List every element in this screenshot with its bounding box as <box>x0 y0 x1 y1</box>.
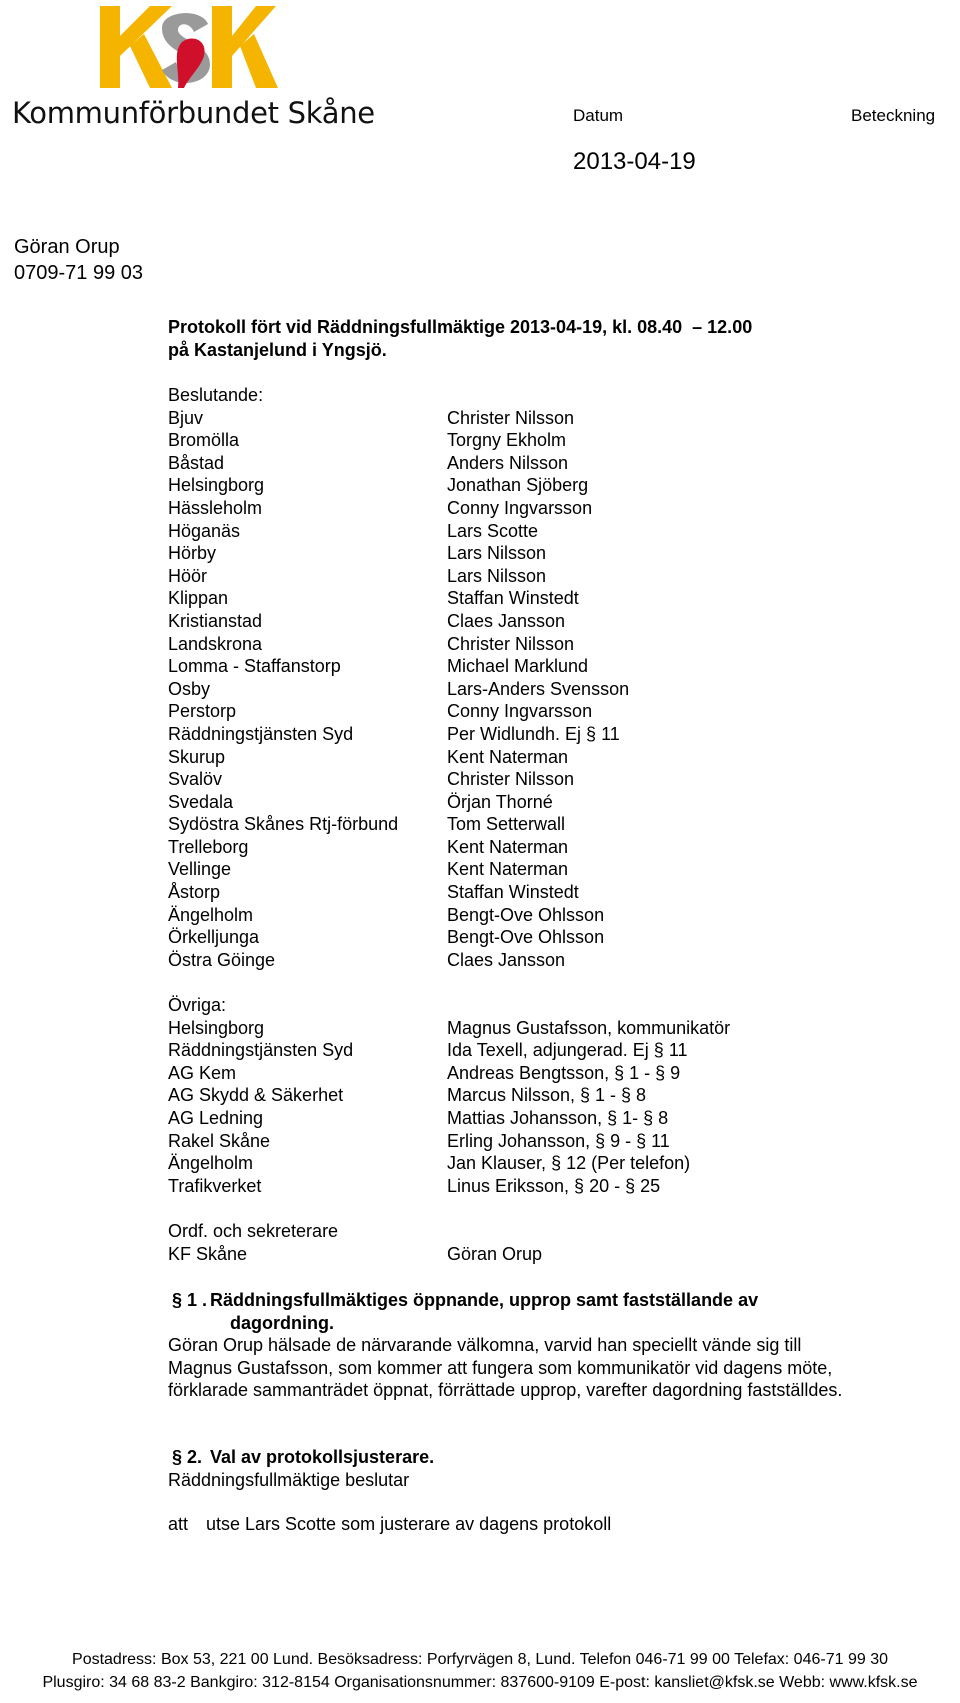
beslutande-organisation: Höganäs <box>168 520 241 541</box>
beslutande-row <box>168 429 928 452</box>
ovriga-organisation: AG Skydd & Säkerhet <box>168 1085 344 1106</box>
ovriga-row <box>168 1017 928 1040</box>
beslutande-list <box>168 407 928 972</box>
beslutande-organisation: Sydöstra Skånes Rtj-förbund <box>168 814 399 835</box>
beslutande-row <box>168 768 928 791</box>
ovriga-row <box>168 1039 928 1062</box>
beslutande-row <box>168 520 928 543</box>
contact-name: Göran Orup <box>14 236 120 258</box>
document-date: 2013-04-19 <box>573 148 696 175</box>
ovriga-row <box>168 1107 928 1130</box>
beslutande-organisation: Örkelljunga <box>168 927 260 948</box>
beslutande-person: Christer Nilsson <box>447 407 575 428</box>
beslutande-organisation: Lomma - Staffanstorp <box>168 656 341 677</box>
beslutande-row <box>168 542 928 565</box>
beslutande-organisation: Skurup <box>168 746 226 767</box>
beslutande-person: Kent Naterman <box>447 836 569 857</box>
title-line-1: Protokoll fört vid Räddningsfullmäktige 2013-04-19, kl. 08.40 – 12.00 <box>168 317 753 337</box>
beslutande-person: Claes Jansson <box>447 949 566 970</box>
beslutande-row <box>168 949 928 972</box>
beslutande-row <box>168 791 928 814</box>
beslutande-person: Per Widlundh. Ej § 11 <box>447 723 620 744</box>
ordf-line: Ordf. och sekreterare <box>168 1221 339 1241</box>
section-2-decision <box>168 1513 928 1536</box>
beslutande-organisation: Höör <box>168 565 208 586</box>
beslutande-organisation: Klippan <box>168 588 229 609</box>
beslutande-person: Bengt-Ove Ohlsson <box>447 904 605 925</box>
beslutande-organisation: Svedala <box>168 791 234 812</box>
beslutande-heading: Beslutande: <box>168 385 264 405</box>
beslutande-row <box>168 474 928 497</box>
beslutande-person: Staffan Winstedt <box>447 882 579 903</box>
beslutande-person: Örjan Thorné <box>447 791 553 812</box>
att-word: att <box>168 1514 189 1535</box>
ovriga-organisation: Ängelholm <box>168 1153 254 1174</box>
beslutande-organisation: Svalöv <box>168 769 223 790</box>
beslutande-person: Lars Nilsson <box>447 565 547 586</box>
beslutande-person: Kent Naterman <box>447 746 569 767</box>
ovriga-person: Mattias Johansson, § 1- § 8 <box>447 1107 669 1128</box>
beslutande-person: Lars Scotte <box>447 520 539 541</box>
section-1 <box>168 1289 928 1402</box>
section-2-body: Räddningsfullmäktige beslutar <box>168 1469 410 1490</box>
beslutande-organisation: Helsingborg <box>168 475 265 496</box>
beslutande-organisation: Åstorp <box>168 882 221 903</box>
beslutande-person: Staffan Winstedt <box>447 588 579 609</box>
beslutande-person: Conny Ingvarsson <box>447 497 593 518</box>
beslutande-row <box>168 452 928 475</box>
att-text: utse Lars Scotte som justerare av dagens protokoll <box>206 1514 612 1535</box>
beslutande-organisation: Bjuv <box>168 407 204 428</box>
beslutande-row <box>168 836 928 859</box>
beslutande-person: Conny Ingvarsson <box>447 701 593 722</box>
beslutande-row <box>168 610 928 633</box>
section-2-number: § 2. <box>172 1447 203 1467</box>
beslutande-row <box>168 746 928 769</box>
beslutande-person: Lars-Anders Svensson <box>447 678 630 699</box>
ovriga-organisation: AG Kem <box>168 1062 237 1083</box>
ovriga-section <box>168 994 928 1197</box>
ovriga-organisation: Rakel Skåne <box>168 1130 271 1151</box>
beslutande-row <box>168 926 928 949</box>
beslutande-row <box>168 655 928 678</box>
ordf-section <box>168 1220 928 1265</box>
ovriga-row <box>168 1152 928 1175</box>
beslutande-row <box>168 633 928 656</box>
ovriga-organisation: Helsingborg <box>168 1017 265 1038</box>
section-2 <box>168 1446 928 1536</box>
protocol-title <box>168 316 928 361</box>
ovriga-row <box>168 1130 928 1153</box>
beslutande-person: Lars Nilsson <box>447 543 547 564</box>
ovriga-list <box>168 1017 928 1198</box>
title-line-2: på Kastanjelund i Yngsjö. <box>168 339 387 360</box>
beslutande-row <box>168 723 928 746</box>
beslutande-person: Anders Nilsson <box>447 452 569 473</box>
ordf-org: KF Skåne <box>168 1243 248 1264</box>
section-1-body: Göran Orup hälsade de närvarande välkomna, varvid han speciellt vände sig till Magnus Gustafsson, som kommer att fungera som kommunikatör vid dagens möte, förklarade sammanträdet öppnat, förrättade upprop, varefter dagordning fastställdes. <box>168 1335 843 1401</box>
beslutande-row <box>168 407 928 430</box>
beslutande-organisation: Trelleborg <box>168 836 249 857</box>
beslutande-person: Jonathan Sjöberg <box>447 475 589 496</box>
beslutande-person: Christer Nilsson <box>447 633 575 654</box>
section-2-title: Val av protokollsjusterare. <box>210 1447 435 1467</box>
footer-payment: Plusgiro: 34 68 83-2 Bankgiro: 312-8154 Organisationsnummer: 837600-9109 E-post: kansliet@kfsk.se Webb: www.kfsk.se <box>42 1674 918 1691</box>
ovriga-person: Magnus Gustafsson, kommunikatör <box>447 1017 731 1038</box>
beslutande-row <box>168 587 928 610</box>
beslutande-organisation: Bromölla <box>168 430 240 451</box>
ovriga-row <box>168 1084 928 1107</box>
footer-address: Postadress: Box 53, 221 00 Lund. Besöksadress: Porfyrvägen 8, Lund. Telefon 046-71 99 00 Telefax: 046-71 99 30 <box>72 1651 888 1668</box>
beslutande-section <box>168 384 928 971</box>
beslutande-organisation: Kristianstad <box>168 610 263 631</box>
beslutande-person: Torgny Ekholm <box>447 430 567 451</box>
beslutande-row <box>168 678 928 701</box>
beslutande-person: Christer Nilsson <box>447 769 575 790</box>
ovriga-person: Ida Texell, adjungerad. Ej § 11 <box>447 1040 688 1061</box>
beslutande-person: Bengt-Ove Ohlsson <box>447 927 605 948</box>
section-1-heading <box>168 1289 928 1312</box>
ovriga-organisation: AG Ledning <box>168 1107 264 1128</box>
section-1-title: Räddningsfullmäktiges öppnande, upprop samt fastställande av <box>210 1290 759 1310</box>
beslutande-row <box>168 700 928 723</box>
ovriga-person: Jan Klauser, § 12 (Per telefon) <box>447 1153 691 1174</box>
ovriga-row <box>168 1175 928 1198</box>
ordf-row <box>168 1243 928 1266</box>
ovriga-person: Andreas Bengtsson, § 1 - § 9 <box>447 1062 681 1083</box>
beslutande-organisation: Osby <box>168 678 211 699</box>
ovriga-person: Linus Eriksson, § 20 - § 25 <box>447 1175 661 1196</box>
beslutande-person: Claes Jansson <box>447 610 566 631</box>
ordf-name: Göran Orup <box>447 1243 543 1264</box>
datum-label: Datum <box>573 106 624 125</box>
beslutande-row <box>168 881 928 904</box>
beslutande-row <box>168 813 928 836</box>
beslutande-organisation: Vellinge <box>168 859 232 880</box>
ovriga-row <box>168 1062 928 1085</box>
beslutande-organisation: Östra Göinge <box>168 949 276 970</box>
beslutande-row <box>168 497 928 520</box>
section-1-title-cont: dagordning. <box>230 1312 334 1333</box>
beslutande-row <box>168 565 928 588</box>
section-2-heading <box>168 1446 928 1469</box>
ovriga-person: Erling Johansson, § 9 - § 11 <box>447 1130 670 1151</box>
section-1-number: § 1 . <box>172 1290 208 1310</box>
beslutande-organisation: Ängelholm <box>168 904 254 925</box>
beslutande-row <box>168 858 928 881</box>
contact-phone: 0709-71 99 03 <box>14 262 144 284</box>
beslutande-person: Michael Marklund <box>447 656 589 677</box>
beslutande-organisation: Landskrona <box>168 633 263 654</box>
beslutande-organisation: Räddningstjänsten Syd <box>168 723 354 744</box>
ovriga-heading: Övriga: <box>168 995 227 1015</box>
org-name: Kommunförbundet Skåne <box>12 96 375 130</box>
ovriga-organisation: Räddningstjänsten Syd <box>168 1040 354 1061</box>
beslutande-organisation: Hörby <box>168 543 217 564</box>
ovriga-person: Marcus Nilsson, § 1 - § 8 <box>447 1085 647 1106</box>
beslutande-person: Kent Naterman <box>447 859 569 880</box>
beslutande-organisation: Båstad <box>168 452 225 473</box>
beslutande-organisation: Hässleholm <box>168 497 263 518</box>
beslutande-row <box>168 904 928 927</box>
beslutande-person: Tom Setterwall <box>447 814 566 835</box>
beteckning-label: Beteckning <box>851 106 936 125</box>
ovriga-organisation: Trafikverket <box>168 1175 262 1196</box>
beslutande-organisation: Perstorp <box>168 701 237 722</box>
